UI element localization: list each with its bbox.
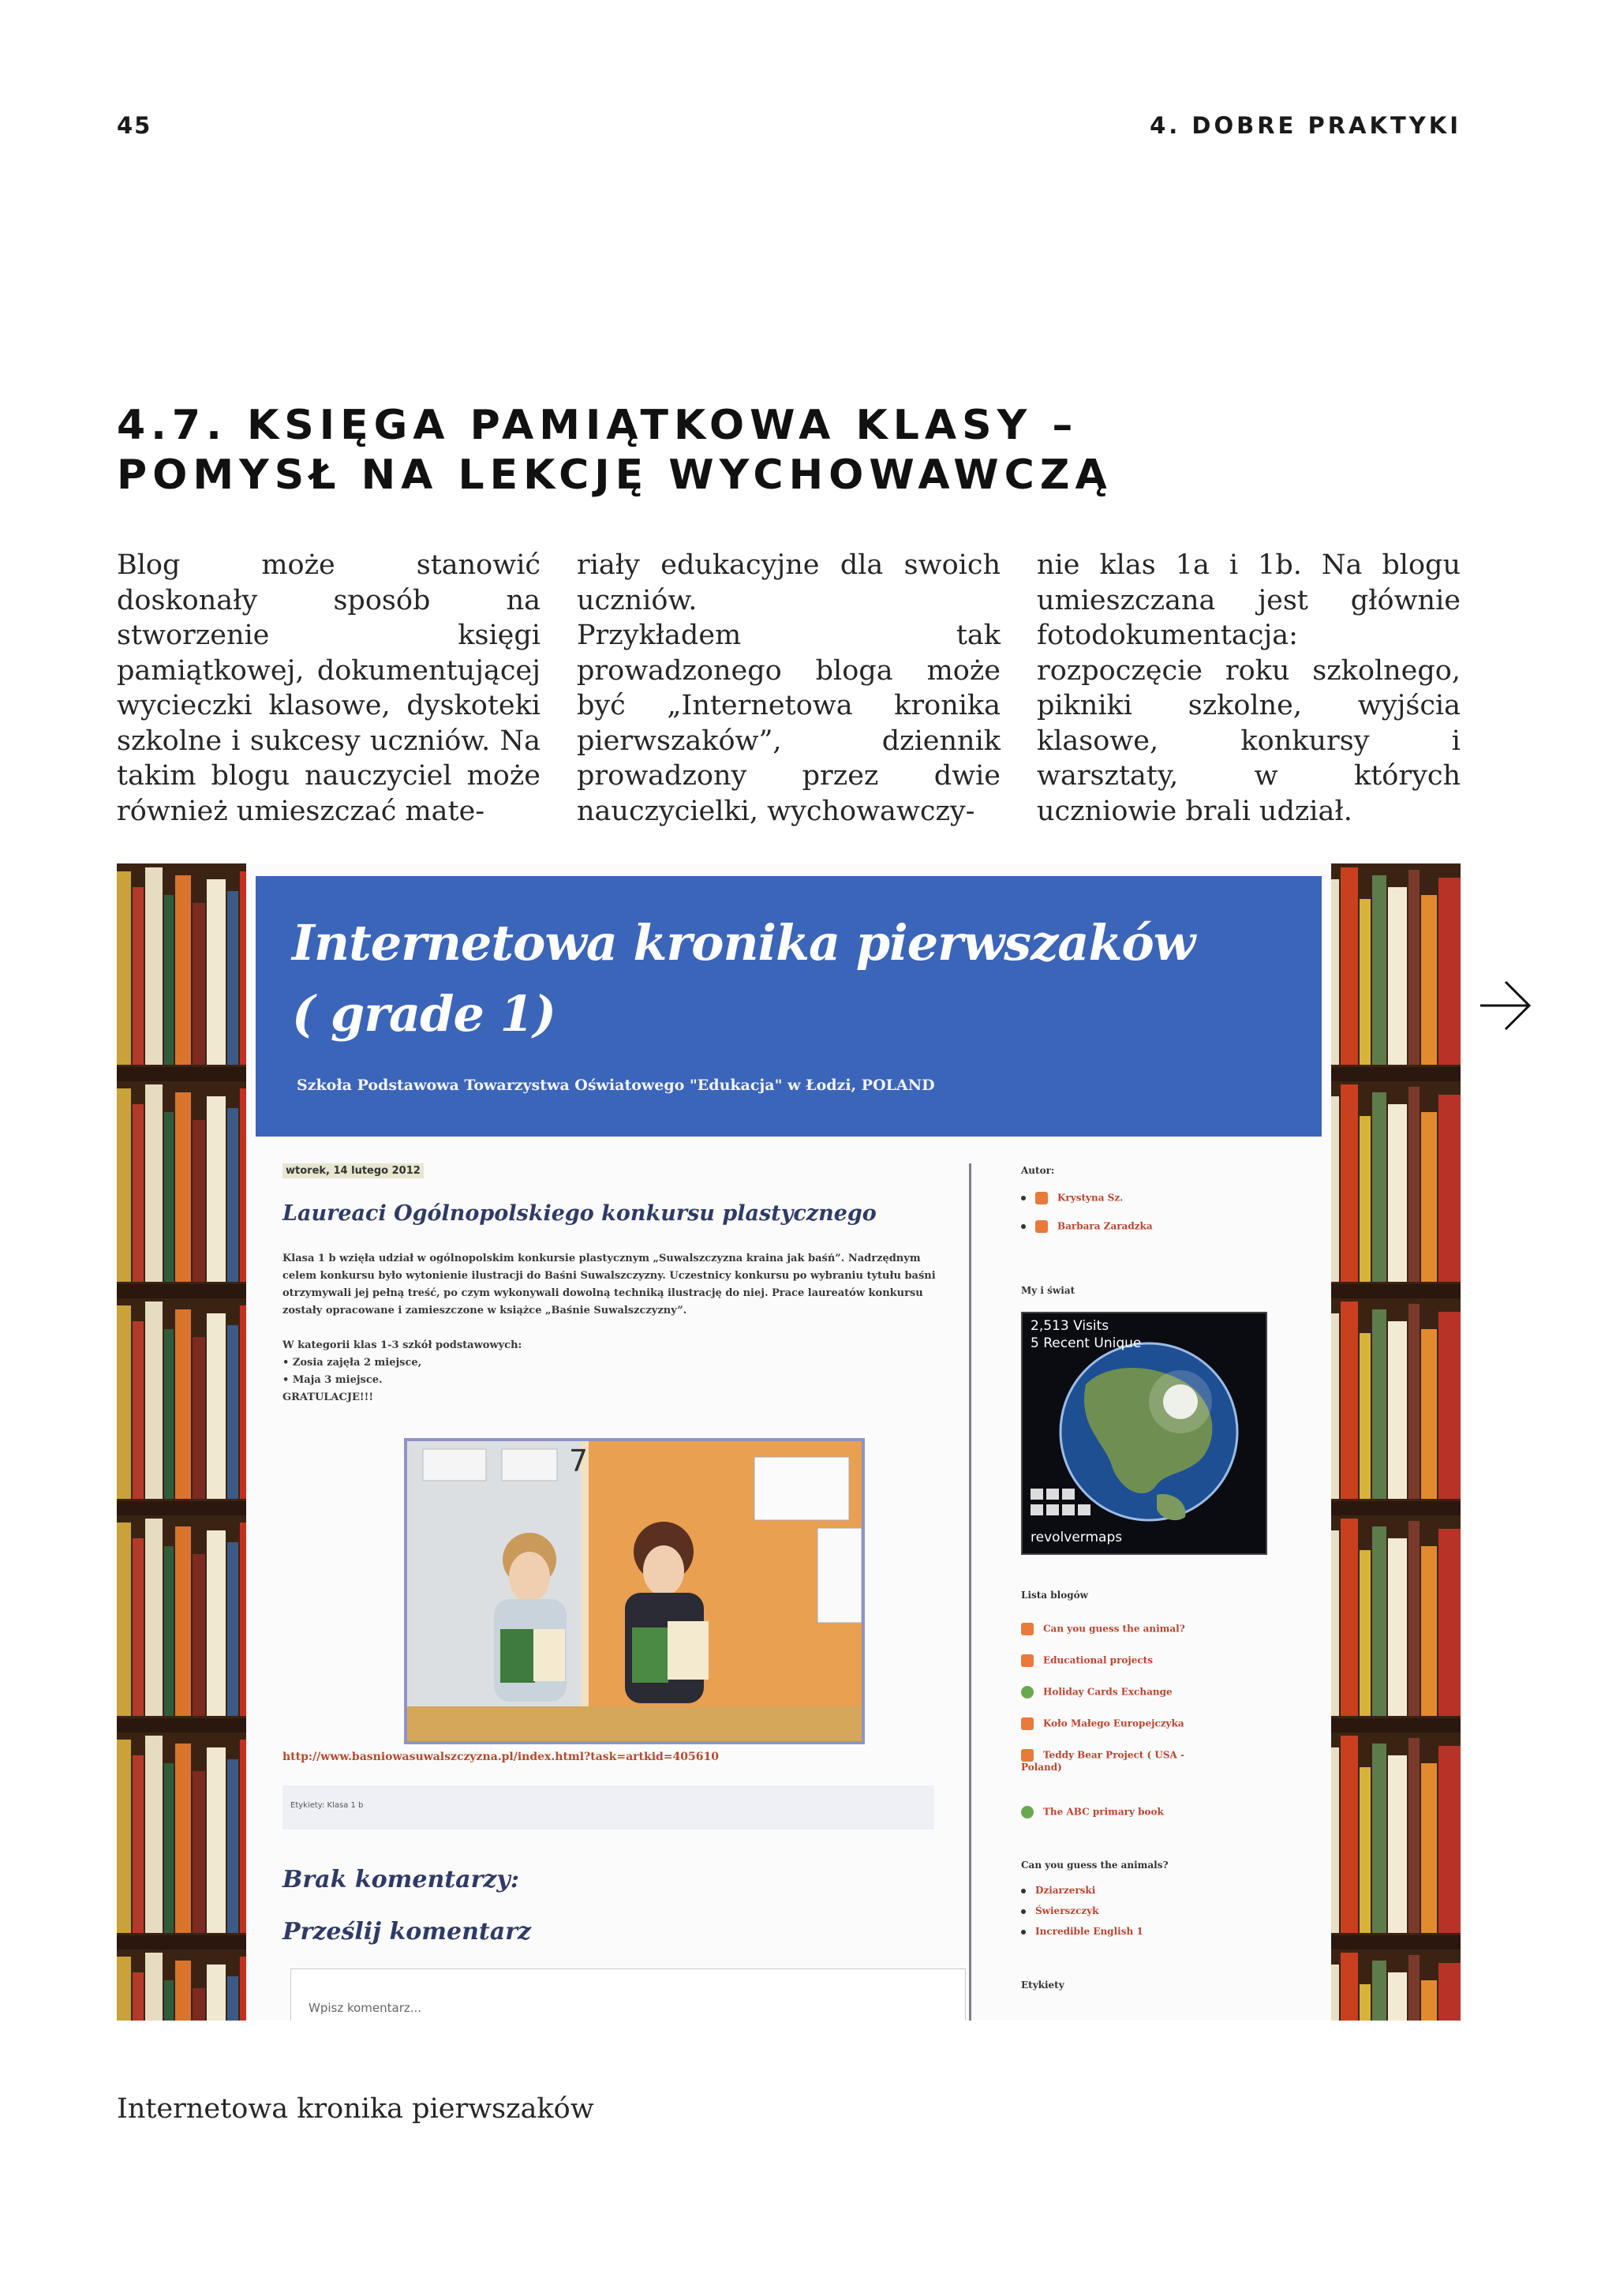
sidebar-blog-item[interactable]: Koło Małego Europejczyka bbox=[1021, 1717, 1184, 1730]
no-comments-heading: Brak komentarzy: bbox=[282, 1866, 519, 1893]
section-title bbox=[117, 401, 1221, 500]
blogger-icon bbox=[1021, 1654, 1034, 1667]
post-photo[interactable] bbox=[404, 1438, 865, 1744]
post-comment-heading: Prześlij komentarz bbox=[282, 1918, 532, 1946]
post-body bbox=[282, 1250, 937, 1406]
post-labels-box bbox=[282, 1785, 934, 1830]
blogger-icon bbox=[1021, 1749, 1034, 1762]
bullet-icon bbox=[1021, 1196, 1026, 1200]
bullet-icon bbox=[1021, 1930, 1026, 1935]
post-paragraph: Klasa 1 b wzięła udział w ogólnopolskim konkursie plastycznym „Suwalszczyzna kraina jak baśń”. Nadrzędnym celem konkursu było wytonienie ilustracji do Baśni Suwalszczyzny. Uczestnicy konkursu po wybraniu tytułu baśni otrzymywali jej pełną treść, po czym wykonywali dowolną techniką ilustrację do niej. Prace laureatów konkursu zostały opracowane i zamieszczone w książce „Baśnie Suwalszczyzny”. bbox=[282, 1253, 936, 1317]
sidebar-divider bbox=[969, 1163, 971, 2021]
blog-screenshot bbox=[117, 863, 1461, 2021]
next-page-arrow-icon[interactable] bbox=[1476, 976, 1536, 1036]
sidebar-blog-item[interactable]: Can you guess the animal? bbox=[1021, 1623, 1185, 1635]
body-column-2-part2: Przykładem tak prowadzonego bloga może być „Internetowa kronika pierwszaków”, dziennik prowadzony przez dwie nauczycielki, wychowawczy- bbox=[577, 620, 1001, 827]
sidebar-animals-item[interactable]: Incredible English 1 bbox=[1021, 1926, 1143, 1937]
post-list-item: • Zosia zajęła 2 miejsce, bbox=[282, 1357, 422, 1369]
bullet-icon bbox=[1021, 1909, 1026, 1914]
sidebar-blog-item[interactable]: Teddy Bear Project ( USA - Poland) bbox=[1021, 1749, 1184, 1773]
globe-visits: 2,513 Visits bbox=[1031, 1318, 1109, 1334]
figure-caption: Internetowa kronika pierwszaków bbox=[117, 2093, 594, 2125]
section-title-line1: 4.7. KSIĘGA PAMIĄTKOWA KLASY – bbox=[117, 402, 1079, 449]
globe-recent: 5 Recent Unique bbox=[1031, 1335, 1142, 1351]
sidebar-animals-item[interactable]: Dziarzerski bbox=[1021, 1885, 1095, 1896]
body-column-2 bbox=[577, 548, 1001, 829]
pinwheel-icon bbox=[1021, 1686, 1034, 1699]
body-columns bbox=[117, 548, 1461, 829]
blog-subtitle: Szkoła Podstawowa Towarzystwa Oświatowego "Edukacja" w Łodzi, POLAND bbox=[297, 1077, 935, 1094]
blog-page bbox=[246, 863, 1331, 2021]
sidebar-animals-item[interactable]: Świerszczyk bbox=[1021, 1905, 1099, 1916]
page-number: 45 bbox=[117, 112, 152, 139]
post-labels[interactable]: Etykiety: Klasa 1 b bbox=[290, 1801, 364, 1810]
section-title-line2: POMYSŁ NA LEKCJĘ WYCHOWAWCZĄ bbox=[117, 451, 1113, 499]
sidebar-blog-item[interactable]: The ABC primary book bbox=[1021, 1806, 1164, 1818]
photo-number: 7 bbox=[569, 1444, 589, 1478]
sidebar-blogs-heading: Lista blogów bbox=[1021, 1590, 1088, 1601]
post-list-item: • Maja 3 miejsce. bbox=[282, 1374, 383, 1386]
chapter-heading: 4. DOBRE PRAKTYKI bbox=[1150, 112, 1461, 139]
sidebar-author-item[interactable]: Krystyna Sz. bbox=[1021, 1192, 1123, 1204]
blogger-profile-icon bbox=[1035, 1220, 1048, 1233]
post-title[interactable]: Laureaci Ogólnopolskiego konkursu plastycznego bbox=[282, 1201, 877, 1226]
body-column-1: Blog może stanowić doskonały sposób na stworzenie księgi pamiątkowej, dokumentującej wycieczki klasowe, dyskoteki szkolne i sukcesy uczniów. Na takim blogu nauczyciel może również umieszczać mate- bbox=[117, 549, 541, 827]
sidebar-blog-item[interactable]: Holiday Cards Exchange bbox=[1021, 1686, 1173, 1699]
sidebar-blog-item[interactable]: Educational projects bbox=[1021, 1654, 1153, 1667]
body-column-2-part1: riały edukacyjne dla swoich uczniów. bbox=[577, 549, 1001, 616]
comment-placeholder: Wpisz komentarz... bbox=[309, 2001, 422, 2015]
bookshelf-left bbox=[117, 863, 251, 2021]
sidebar-labels-heading: Etykiety bbox=[1021, 1980, 1064, 1991]
sidebar-authors-heading: Autor: bbox=[1021, 1165, 1055, 1176]
post-link[interactable]: http://www.basniowasuwalszczyzna.pl/index.html?task=artkid=405610 bbox=[282, 1751, 719, 1763]
blogger-icon bbox=[1021, 1717, 1034, 1730]
pinwheel-icon bbox=[1021, 1806, 1034, 1818]
revolvermaps-globe-widget[interactable] bbox=[1021, 1312, 1267, 1555]
blog-title[interactable]: Internetowa kronika pierwszaków ( grade 1) bbox=[292, 914, 1195, 1043]
bullet-icon bbox=[1021, 1889, 1026, 1893]
comment-textarea[interactable] bbox=[290, 1968, 966, 2021]
post-congrats: GRATULACJE!!! bbox=[282, 1391, 374, 1403]
sidebar-animals-heading: Can you guess the animals? bbox=[1021, 1860, 1169, 1871]
sidebar-world-heading: My i świat bbox=[1021, 1285, 1075, 1296]
blog-header bbox=[256, 876, 1322, 1137]
post-category: W kategorii klas 1-3 szkół podstawowych: bbox=[282, 1339, 522, 1351]
sidebar-author-item[interactable]: Barbara Zaradzka bbox=[1021, 1220, 1153, 1233]
body-column-3: nie klas 1a i 1b. Na blogu umieszczana jest głównie fotodokumentacja: rozpoczęcie roku szkolnego, pikniki szkolne, wyjścia klasowe, konkursy i warsztaty, w których uczniowie brali udział. bbox=[1037, 549, 1461, 827]
bookshelf-right bbox=[1326, 863, 1461, 2021]
blogger-profile-icon bbox=[1035, 1192, 1048, 1204]
bullet-icon bbox=[1021, 1224, 1026, 1229]
post-date: wtorek, 14 lutego 2012 bbox=[282, 1163, 424, 1178]
globe-brand: revolvermaps bbox=[1031, 1530, 1123, 1545]
blogger-icon bbox=[1021, 1623, 1034, 1635]
